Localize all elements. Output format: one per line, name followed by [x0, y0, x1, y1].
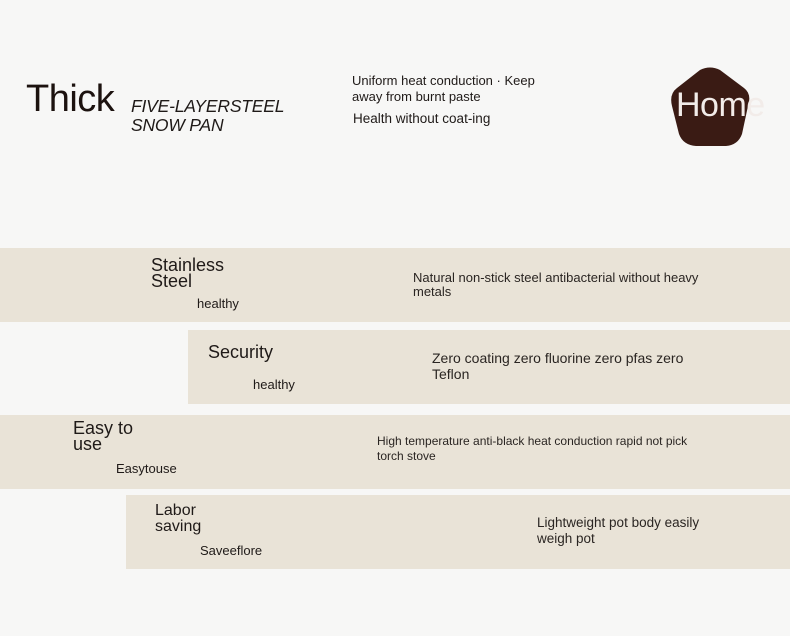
feature-title-labor-saving: Labor saving: [155, 502, 202, 535]
page-title: Thick: [26, 78, 115, 120]
feature-description-labor-saving: Lightweight pot body easily weigh pot: [537, 515, 700, 546]
feature-tag-healthy: healthy: [253, 377, 295, 392]
product-subtitle: [131, 97, 284, 135]
feature-description-security: Zero coating zero fluorine zero pfas zero Teflon: [432, 350, 684, 382]
home-label[interactable]: Home: [676, 86, 765, 124]
feature-description-easy-to-use: High temperature anti-black heat conduction rapid not pick torch stove: [377, 434, 688, 463]
feature-description-stainless-steel: Natural non-stick steel antibacterial without heavy metals: [413, 270, 699, 299]
feature-tag-healthy: healthy: [197, 296, 239, 311]
product-subtitle-line-1: FIVE-LAYERSTEEL: [131, 96, 285, 116]
feature-title-easy-to-use: Easy to use: [73, 418, 134, 454]
feature-title-stainless-steel: Stainless Steel: [151, 255, 225, 291]
tagline-health: Health without coat-ing: [353, 111, 491, 126]
tagline-heat-conduction: Uniform heat conduction · Keep away from burnt paste: [352, 73, 535, 104]
product-subtitle-line-2: SNOW PAN: [131, 115, 224, 135]
feature-tag-saveeflore: Saveeflore: [200, 543, 263, 558]
feature-tag-easytouse: Easytouse: [116, 461, 177, 476]
feature-title-security: Security: [208, 342, 274, 362]
